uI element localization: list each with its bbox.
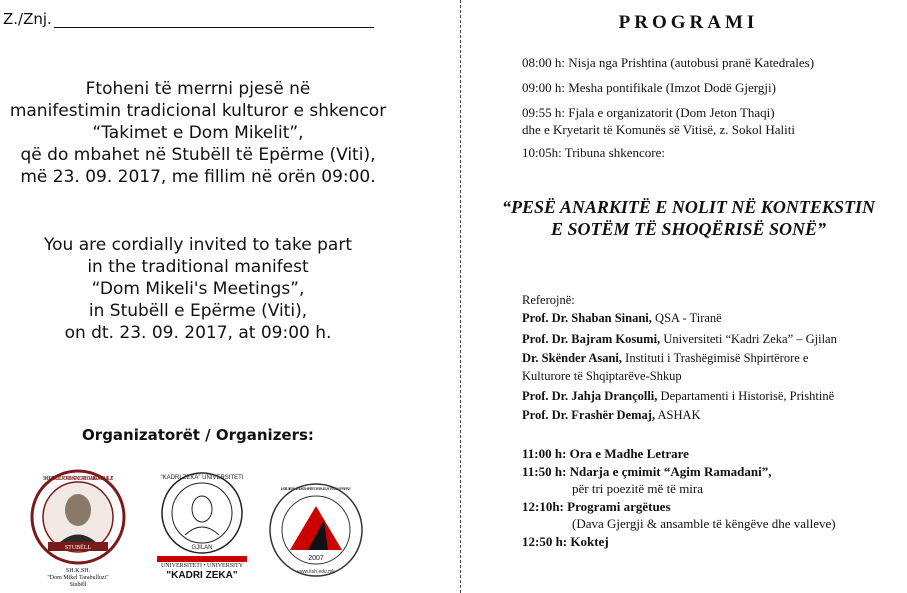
event-item: 11:00 h: Ora e Madhe Letrare [522,446,689,461]
fold-divider [460,0,461,593]
salutation-label: Z./Znj. [3,10,52,28]
event-item: 12:50 h: Koktej [522,534,609,549]
schedule-item: 10:05h: Tribuna shkencore: [522,145,665,160]
university-seal-icon [147,463,257,563]
invitation-albanian [0,78,396,188]
schedule-item: 09:00 h: Mesha pontifikale (Imzot Dodë Gjergji) [522,80,776,95]
event-item: 12:10h: Programi argëtues [522,499,671,514]
svg-text:SHOQATA KULTURORE SHKENCORE "D: SHOQATA KULTURORE SHKENCORE "DOM MIKEL TARABULLUZI" [42,476,114,482]
institute-seal-icon [266,480,366,580]
svg-text:"KADRI ZEKA" UNIVERSITETI: "KADRI ZEKA" UNIVERSITETI [160,475,244,481]
referee-item: Dr. Skënder Asani, Instituti i Trashëgimisë Shpirtërore e [522,351,809,365]
event-subline: për tri poezitë më të mira [572,481,704,496]
albanian-line: që do mbahet në Stubëll të Epërme (Viti), [20,145,376,165]
english-line: on dt. 23. 09. 2017, at 09:00 h. [64,323,332,343]
referee-item: Prof. Dr. Bajram Kosumi, Universiteti “Kadri Zeka” – Gjilan [522,332,837,346]
svg-text:STUBËLL: STUBËLL [64,545,92,551]
program-title: PROGRAMI [618,12,759,33]
english-line: “Dom Mikeli's Meetings”, [91,279,305,299]
english-line: in Stubëll e Epërme (Viti), [88,301,308,321]
referee-item: Kulturore të Shqiptarëve-Shkup [522,369,682,383]
program-panel [470,0,907,593]
theme-title-line1: “PESË ANARKITË E NOLIT NË KONTEKSTIN [502,197,875,217]
invitation-english [0,234,396,344]
svg-text:2007: 2007 [308,555,324,562]
association-logo [28,468,128,593]
association-caption: SH.K.SH. "Dom Mikel Tarabulluzi" Stubëll [47,568,109,588]
association-seal-icon [28,468,128,566]
albanian-line: Ftoheni të merrni pjesë në [85,79,311,99]
svg-text:www.itsh.edu.mk: www.itsh.edu.mk [297,569,335,575]
schedule-item: 08:00 h: Nisja nga Prishtina (autobusi pranë Katedrales) [522,55,815,70]
referees-label: Referojnë: [522,293,575,307]
svg-text:GJILAN: GJILAN [191,545,213,551]
english-line: You are cordially invited to take part [43,235,352,255]
organizers-title: Organizatorët / Organizers: [82,426,314,444]
albanian-line: “Takimet e Dom Mikelit”, [92,123,304,143]
albanian-line: më 23. 09. 2017, me fillim në orën 09:00. [20,167,376,187]
referee-item: Prof. Dr. Shaban Sinani, QSA - Tiranë [522,311,722,325]
event-subline: (Dava Gjergji & ansamble të këngëve dhe valleve) [572,516,836,531]
salutation-line [3,10,374,28]
english-line: in the traditional manifest [87,257,309,277]
svg-text:INSTITUTI I TRASHËGIMISË SHPIR: INSTITUTI I TRASHËGIMISË SHPIRTËRORE E KULTURORE TË SHQIPTARËVE [280,486,352,491]
referee-item: Prof. Dr. Frashër Demaj, ASHAK [522,408,701,422]
university-logo [147,463,257,588]
schedule-item: 09:55 h: Fjala e organizatorit (Dom Jeton Thaqi) [522,105,775,120]
university-caption: UNIVERSITETI • UNIVERSITY "KADRI ZEKA" [160,563,244,581]
referee-item: Prof. Dr. Jahja Drançolli, Departamenti i Historisë, Prishtinë [522,389,835,403]
albanian-line: manifestimin tradicional kulturor e shkencor [9,101,387,121]
theme-title-line2: E SOTËM TË SHOQËRISË SONË” [550,219,827,239]
institute-logo [266,480,366,580]
schedule-item: dhe e Kryetarit të Komunës së Vitisë, z. Sokol Haliti [522,122,796,137]
name-blank [54,13,374,28]
event-item: 11:50 h: Ndarja e çmimit “Agim Ramadani”, [522,464,772,479]
